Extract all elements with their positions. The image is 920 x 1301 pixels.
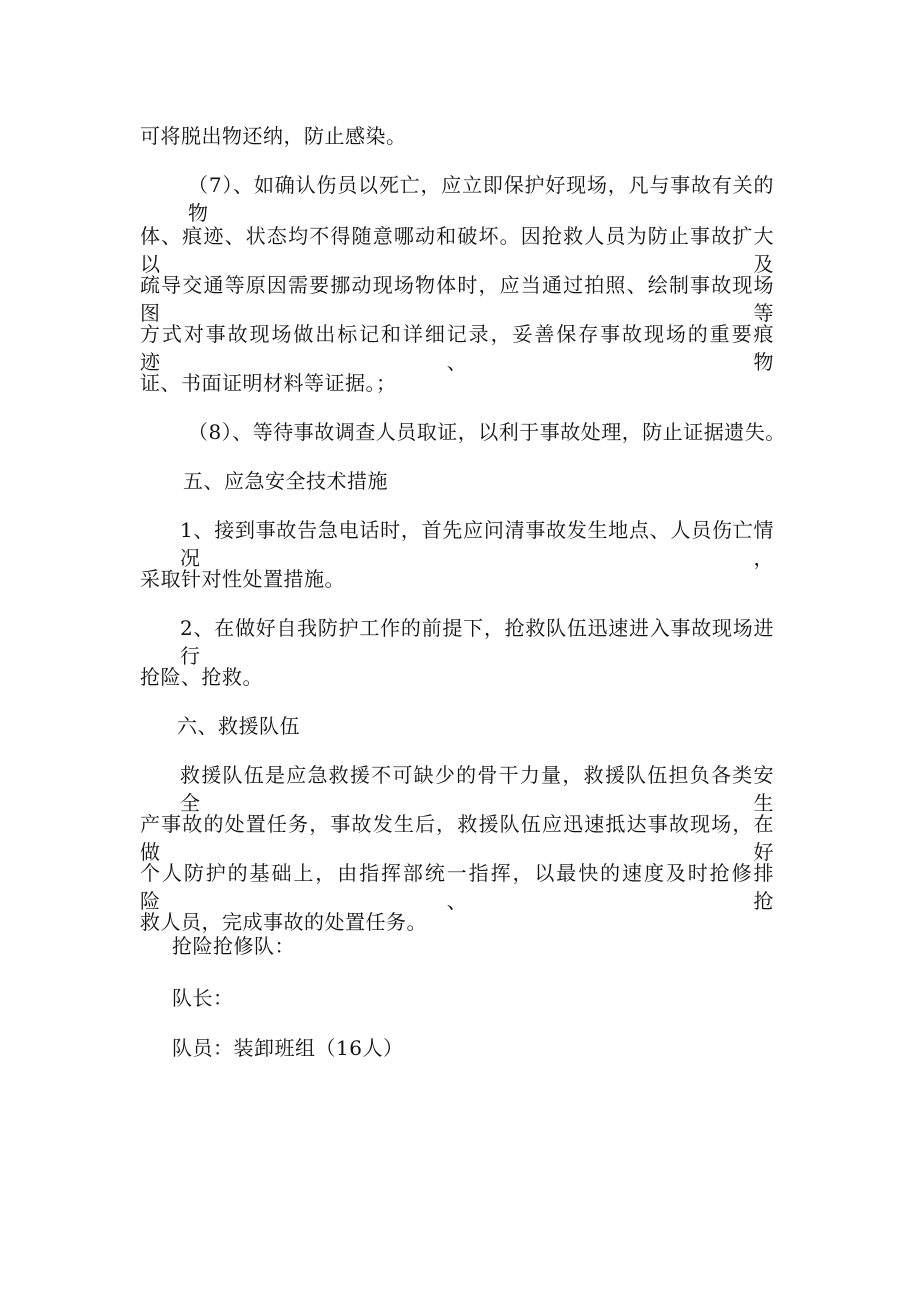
text-line-10: 采取针对性处置措施。 [140,567,345,591]
text-line-7: （8）、等待事故调查人员取证，以利于事故处理，防止证据遗失。 [188,420,786,444]
text-line-3: 体、痕迹、状态均不得随意哪动和破坏。因抢救人员为防止事故扩大以及 [140,224,774,276]
text-line-4: 疏导交通等原因需要挪动现场物体时，应当通过拍照、绘制事故现场图等 [140,273,774,325]
text-line-2: （7）、如确认伤员以死亡，应立即保护好现场，凡与事故有关的物 [188,173,774,225]
text-line-5: 方式对事故现场做出标记和详细记录，妥善保存事故现场的重要痕迹、物 [140,322,774,374]
team-members: 队员：装卸班组（16人） [172,1036,404,1060]
section-heading-5: 五、应急安全技术措施 [183,469,388,493]
section-heading-6: 六、救援队伍 [177,714,300,738]
text-line-11: 2、在做好自我防护工作的前提下，抢救队伍迅速进入事故现场进行 [180,616,774,668]
team-leader: 队长： [172,986,234,1010]
text-line-15: 产事故的处置任务，事故发生后，救援队伍应迅速抵达事故现场，在做好 [140,812,774,864]
text-line-14: 救援队伍是应急救援不可缺少的骨干力量，救援队伍担负各类安全生 [180,763,774,815]
text-line-9: 1、接到事故告急电话时，首先应问清事故发生地点、人员伤亡情况， [180,518,774,570]
team-name: 抢险抢修队： [172,934,295,958]
text-line-12: 抢险、抢救。 [140,665,263,689]
text-line-1: 可将脱出物还纳，防止感染。 [140,124,407,148]
text-line-6: 证、书面证明材料等证据。； [140,371,397,395]
text-line-16: 个人防护的基础上，由指挥部统一指挥，以最快的速度及时抢修排险、抢 [140,861,774,913]
text-line-17: 救人员，完成事故的处置任务。 [140,910,427,934]
